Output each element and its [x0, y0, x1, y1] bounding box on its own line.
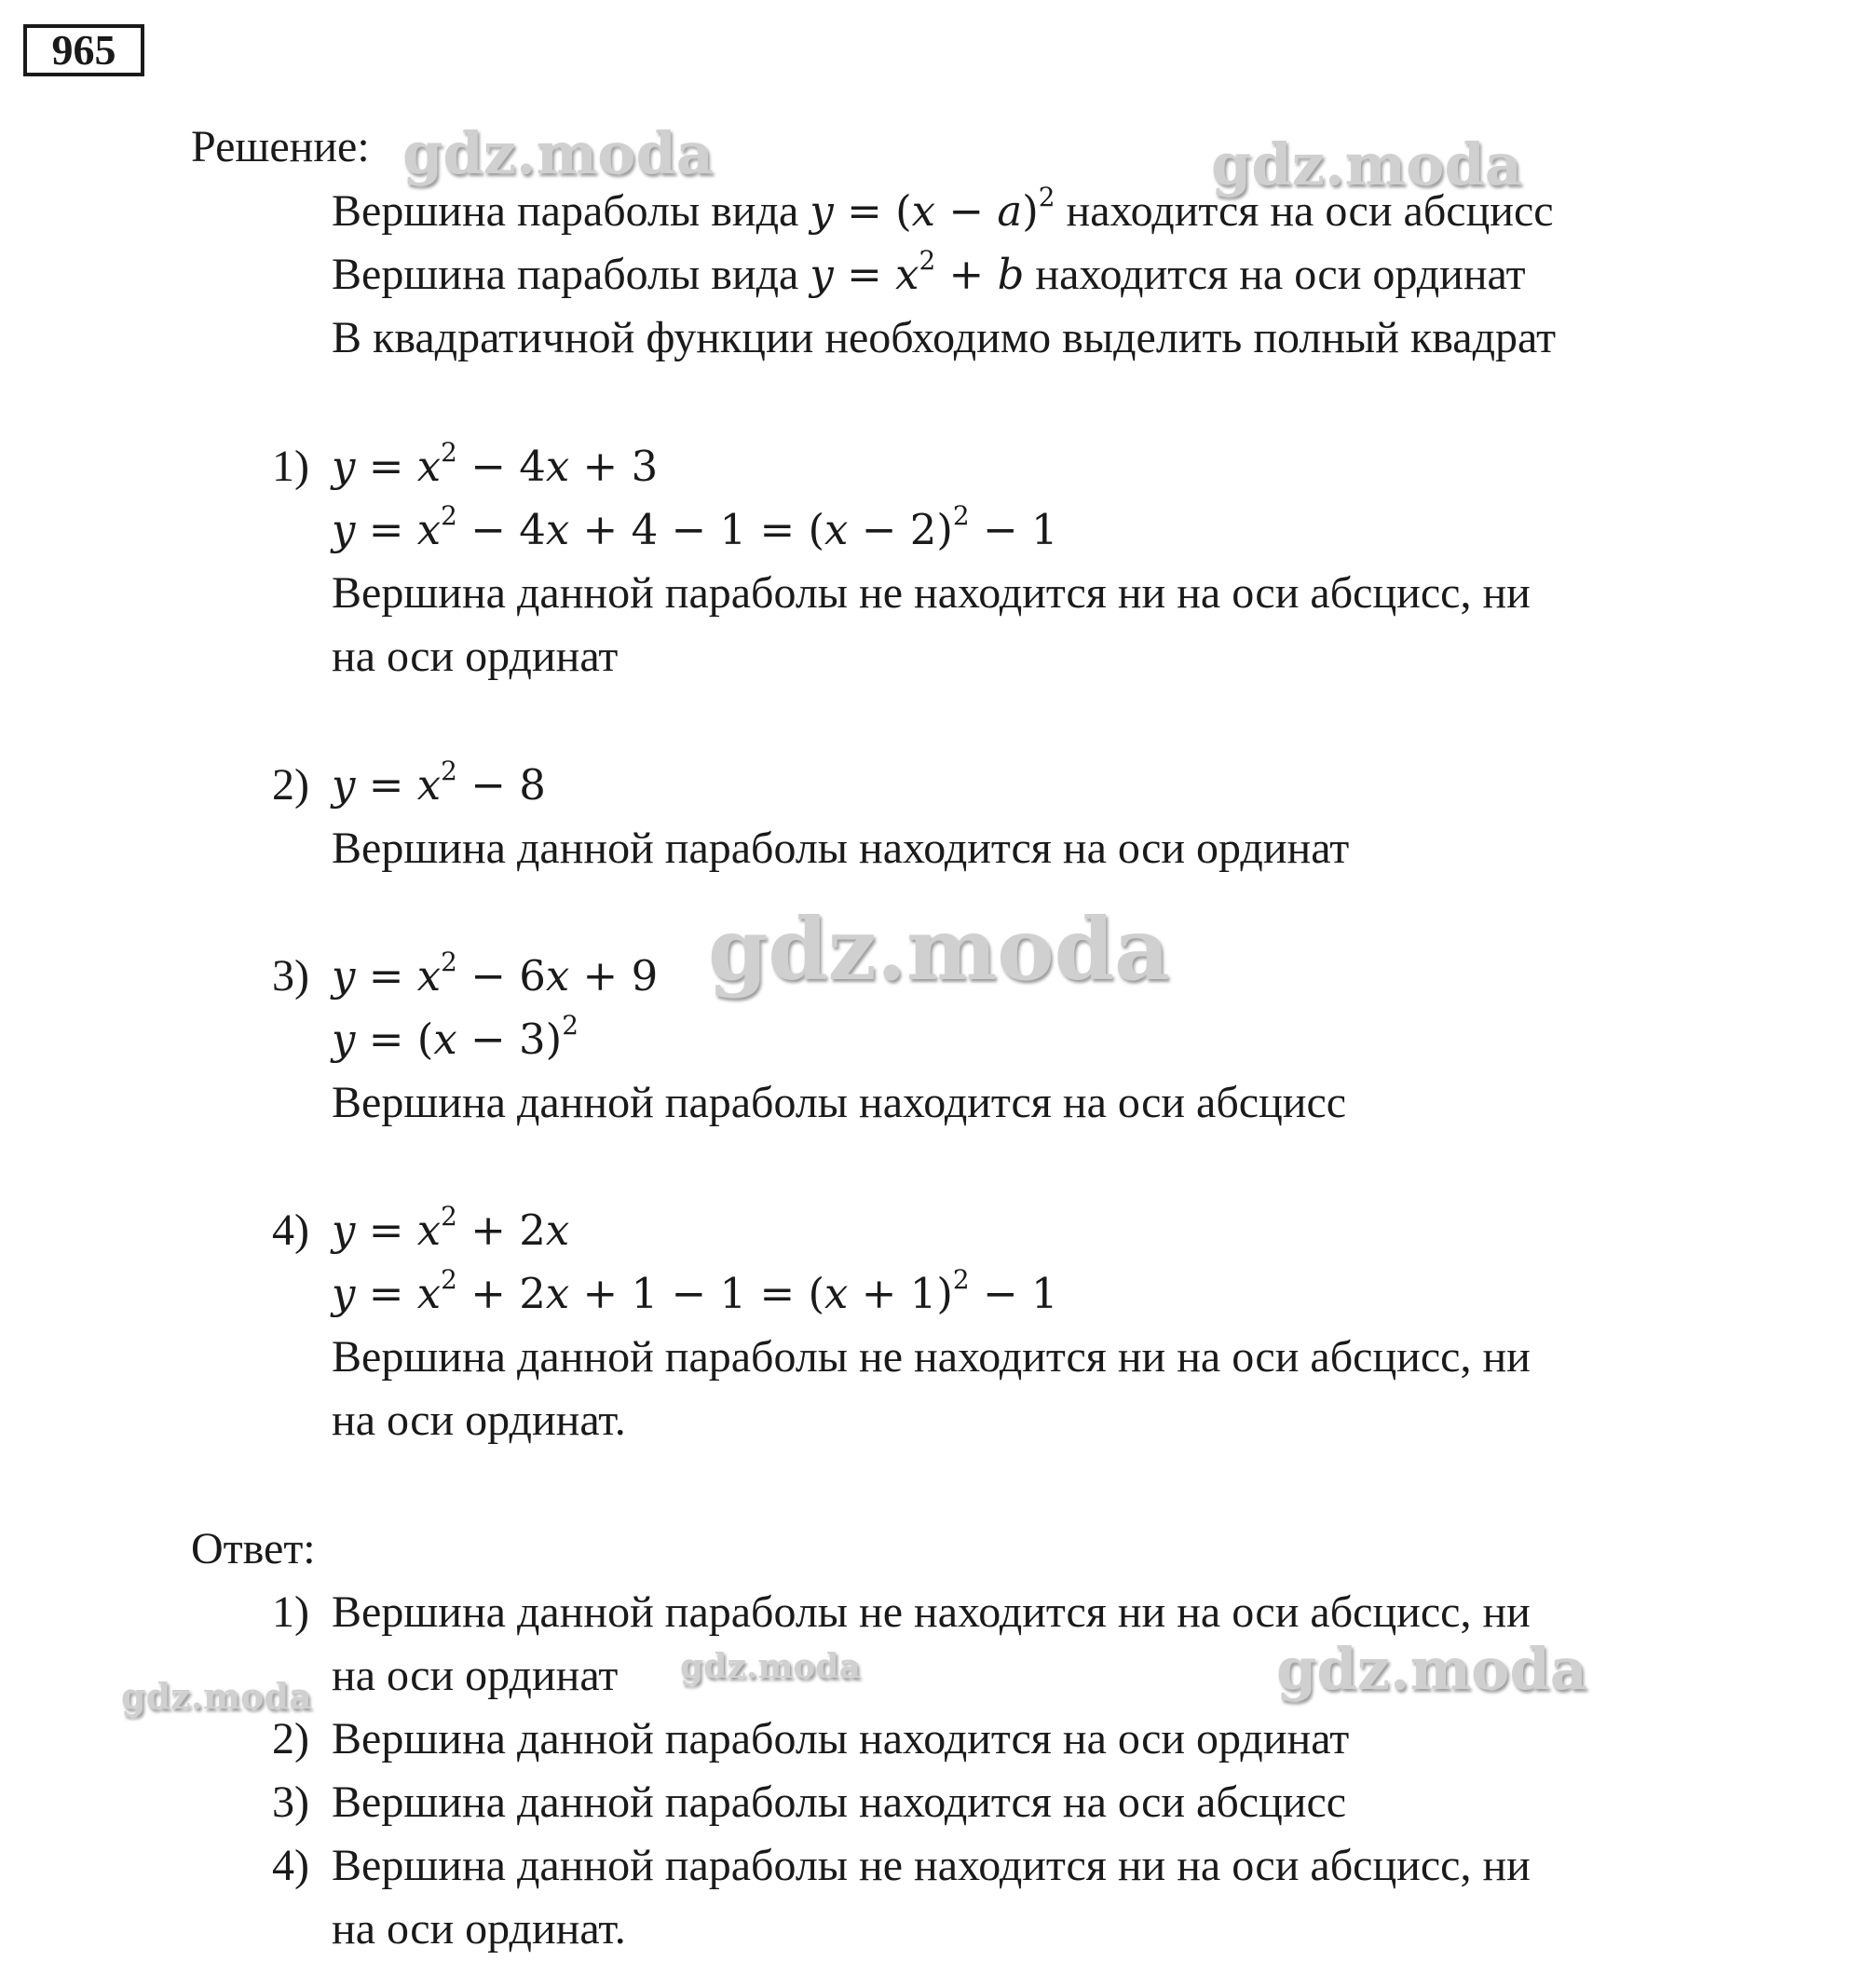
item4-formula-2: $y = x^2 + 2x + 1 - 1 = (x + 1)^2 - 1$: [332, 1264, 1058, 1318]
watermark: gdz.moda: [708, 899, 1170, 1000]
item-number-1: 1): [272, 442, 309, 491]
answer-number-4: 4): [272, 1841, 309, 1890]
watermark: gdz.moda: [1276, 1635, 1587, 1703]
solution-label: Решение:: [191, 122, 370, 171]
answer-4-line-1: Вершина данной параболы не находится ни на оси абсцисс, ни: [332, 1841, 1531, 1890]
item-number-4: 4): [272, 1205, 309, 1255]
intro-line-1-text-a: Вершина параболы вида: [332, 186, 810, 236]
answer-label: Ответ:: [191, 1524, 316, 1573]
answer-1-line-2: на оси ординат: [332, 1651, 619, 1700]
item3-formula-1: $y = x^2 - 6x + 9$: [332, 946, 659, 1001]
watermark: gdz.moda: [121, 1675, 312, 1717]
item3-conclusion: Вершина данной параболы находится на оси абсцисс: [332, 1078, 1347, 1127]
item1-conclusion-line-2: на оси ординат: [332, 632, 619, 681]
item2-formula: $y = x^2 - 8$: [332, 756, 546, 810]
item2-conclusion: Вершина данной параболы находится на оси ординат: [332, 824, 1350, 873]
intro-line-2-text-a: Вершина параболы вида: [332, 250, 810, 299]
item4-conclusion-line-1: Вершина данной параболы не находится ни на оси абсцисс, ни: [332, 1332, 1531, 1382]
watermark: gdz.moda: [1211, 130, 1522, 198]
answer-2: Вершина данной параболы находится на оси ординат: [332, 1714, 1350, 1763]
formula-vertex-ordinate: $y = x^2 + b$: [810, 245, 1025, 299]
item1-formula-2: $y = x^2 - 4x + 4 - 1 = (x - 2)^2 - 1$: [332, 500, 1058, 554]
intro-line-1-text-b: находится на оси абсцисс: [1055, 186, 1554, 236]
answer-number-3: 3): [272, 1777, 309, 1827]
answer-number-1: 1): [272, 1587, 309, 1637]
intro-line-3: В квадратичной функции необходимо выделить полный квадрат: [332, 313, 1557, 362]
item1-conclusion-line-1: Вершина данной параболы не находится ни на оси абсцисс, ни: [332, 568, 1531, 618]
formula-vertex-abscissa: $y = (x - a)^2$: [810, 182, 1055, 236]
problem-number: 965: [23, 24, 144, 76]
item4-formula-1: $y = x^2 + 2x$: [332, 1201, 570, 1255]
item4-conclusion-line-2: на оси ординат.: [332, 1396, 626, 1445]
answer-4-line-2: на оси ординат.: [332, 1904, 626, 1954]
answer-number-2: 2): [272, 1714, 309, 1763]
answer-3: Вершина данной параболы находится на оси абсцисс: [332, 1777, 1347, 1827]
item-number-2: 2): [272, 760, 309, 810]
watermark: gdz.moda: [402, 119, 714, 187]
item3-formula-2: $y = (x - 3)^2$: [332, 1010, 579, 1064]
answer-1-line-1: Вершина данной параболы не находится ни на оси абсцисс, ни: [332, 1587, 1531, 1637]
intro-line-2-text-b: находится на оси ординат: [1024, 250, 1526, 299]
watermark: gdz.moda: [680, 1647, 861, 1686]
intro-line-2: [332, 246, 1526, 304]
item1-formula-1: $y = x^2 - 4x + 3$: [332, 437, 659, 491]
item-number-3: 3): [272, 951, 309, 1001]
